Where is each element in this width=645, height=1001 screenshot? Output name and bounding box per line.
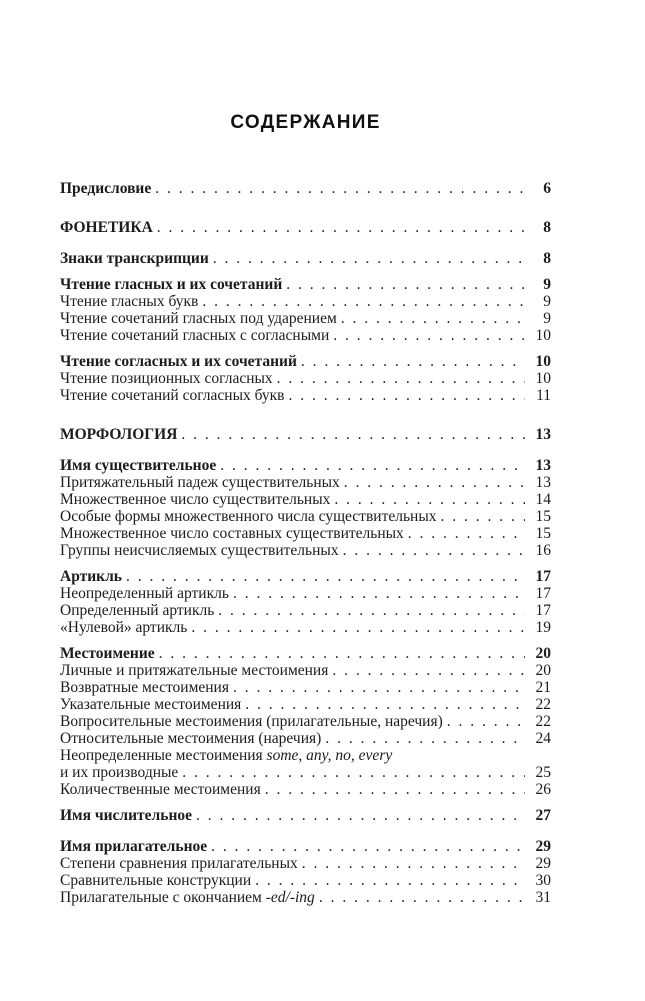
toc-entry-label — [60, 645, 155, 662]
toc-entry-label — [60, 619, 187, 636]
toc-entry — [60, 353, 551, 370]
toc-label-segment: Сравнительные конструкции — [60, 872, 252, 889]
toc-entry — [60, 568, 551, 585]
dot-leader — [229, 585, 525, 602]
dot-leader — [298, 855, 525, 872]
dot-leader — [153, 219, 525, 236]
toc-label-segment: Местоимение — [60, 645, 155, 662]
toc-entry-label — [60, 508, 437, 525]
toc-label-segment: Множественное число существительных — [60, 491, 331, 508]
toc-entry — [60, 426, 551, 443]
toc-entry-page: 26 — [535, 781, 551, 798]
toc-entry-label — [60, 696, 241, 713]
toc-entry — [60, 310, 551, 327]
toc-entry-label — [60, 310, 337, 327]
toc-entry — [60, 855, 551, 872]
dot-leader — [330, 491, 525, 508]
dot-leader — [328, 662, 525, 679]
toc-label-segment: Чтение сочетаний гласных с согласными — [60, 327, 330, 344]
dot-leader — [282, 276, 525, 293]
toc-label-italic-segment: -ed/-ing — [265, 889, 315, 906]
toc-label-segment: Прилагательные с окончанием — [60, 889, 266, 906]
toc-entry-label — [60, 474, 340, 491]
toc-entry-page: 9 — [543, 293, 551, 310]
toc-entry-page: 20 — [535, 662, 551, 679]
toc-entry-page: 9 — [543, 276, 551, 293]
toc-label-segment: Чтение позиционных согласных — [60, 370, 273, 387]
dot-leader — [187, 619, 525, 636]
toc-entry-page: 21 — [535, 679, 551, 696]
toc-label-segment: «Нулевой» артикль — [60, 619, 188, 636]
toc-label-segment: Возвратные местоимения — [60, 679, 229, 696]
toc-entry-page: 29 — [535, 838, 551, 855]
toc-entry-page: 17 — [535, 568, 551, 585]
toc-label-segment: Притяжательный падеж существительных — [60, 474, 340, 491]
toc-label-segment: Имя существительное — [60, 457, 217, 474]
toc-entry-label — [60, 872, 251, 889]
toc-entry-label — [60, 838, 207, 855]
toc-entry-label — [60, 293, 198, 310]
toc-entry-label — [60, 679, 229, 696]
toc-entry — [60, 508, 551, 525]
dot-leader — [273, 370, 525, 387]
toc-entry-page: 17 — [535, 585, 551, 602]
dot-leader — [340, 474, 525, 491]
dot-leader — [251, 872, 525, 889]
toc-entry — [60, 457, 551, 474]
toc-label-segment: Количественные местоимения — [60, 781, 261, 798]
toc-entry-page: 13 — [535, 426, 551, 443]
toc-label-segment: Чтение гласных букв — [60, 293, 199, 310]
dot-leader — [443, 713, 525, 730]
toc-entry-page: 8 — [543, 219, 551, 236]
toc-entry-page: 14 — [535, 491, 551, 508]
toc-entry-page: 11 — [536, 387, 551, 404]
toc-label-segment: Чтение гласных и их сочетаний — [60, 276, 283, 293]
toc-entry-page: 9 — [543, 310, 551, 327]
toc-label-segment: Неопределенные местоимения — [60, 747, 267, 764]
toc-entry-label — [60, 250, 209, 267]
toc-entry-page: 22 — [535, 696, 551, 713]
toc-entry — [60, 542, 551, 559]
toc-label-segment: Предисловие — [60, 180, 152, 197]
toc-entry — [60, 276, 551, 293]
toc-label-segment: Имя числительное — [60, 807, 192, 824]
toc-entry-page: 24 — [535, 730, 551, 747]
toc-entry-label — [60, 585, 229, 602]
dot-leader — [216, 457, 525, 474]
toc-entry-page: 19 — [535, 619, 551, 636]
toc-label-segment: Вопросительные местоимения (прилагательные, наречия) — [60, 713, 443, 730]
toc-entry — [60, 662, 551, 679]
toc-entry-page: 16 — [535, 542, 551, 559]
toc-label-segment: и их производные — [60, 764, 179, 781]
toc-entry-page: 17 — [535, 602, 551, 619]
toc-entry-page: 20 — [535, 645, 551, 662]
toc-entry — [60, 387, 551, 404]
toc-entry-page: 13 — [535, 457, 551, 474]
toc-entry — [60, 602, 551, 619]
toc-label-segment: Чтение сочетаний согласных букв — [60, 387, 285, 404]
toc-entry — [60, 219, 551, 236]
toc-entry-label — [60, 491, 330, 508]
dot-leader — [178, 764, 525, 781]
toc-entry-page: 13 — [535, 474, 551, 491]
toc-label-segment: Чтение согласных и их сочетаний — [60, 353, 297, 370]
dot-leader — [207, 838, 525, 855]
dot-leader — [209, 250, 525, 267]
dot-leader — [297, 353, 525, 370]
table-of-contents — [60, 180, 551, 906]
toc-entry-label — [60, 542, 339, 559]
toc-entry — [60, 525, 551, 542]
dot-leader — [151, 180, 525, 197]
toc-label-segment: Определенный артикль — [60, 602, 215, 619]
dot-leader — [122, 568, 525, 585]
toc-entry — [60, 370, 551, 387]
toc-entry-label — [60, 855, 298, 872]
toc-entry — [60, 585, 551, 602]
toc-entry-page: 31 — [535, 889, 551, 906]
toc-label-segment: Относительные местоимения (наречия) — [60, 730, 322, 747]
dot-leader — [192, 807, 525, 824]
toc-entry-label — [60, 180, 151, 197]
toc-entry-label — [60, 568, 122, 585]
toc-entry-label — [60, 276, 282, 293]
toc-entry-label — [60, 602, 214, 619]
toc-entry — [60, 764, 551, 781]
toc-label-segment: Чтение сочетаний гласных под ударением — [60, 310, 337, 327]
toc-entry — [60, 293, 551, 310]
toc-label-segment: Особые формы множественного числа существительных — [60, 508, 437, 525]
dot-leader — [329, 327, 525, 344]
toc-entry-label — [60, 387, 285, 404]
toc-entry-label — [60, 889, 315, 906]
toc-entry-label — [60, 327, 329, 344]
toc-entry-label — [60, 662, 328, 679]
toc-label-segment: Имя прилагательное — [60, 838, 208, 855]
toc-entry — [60, 180, 551, 197]
toc-entry-page: 29 — [535, 855, 551, 872]
toc-entry-page: 6 — [543, 180, 551, 197]
toc-entry-label — [60, 457, 216, 474]
toc-entry — [60, 679, 551, 696]
toc-entry-label — [60, 353, 297, 370]
dot-leader — [285, 387, 525, 404]
toc-entry — [60, 713, 551, 730]
dot-leader — [155, 645, 525, 662]
dot-leader — [261, 781, 525, 798]
toc-entry-page: 8 — [543, 250, 551, 267]
toc-entry-label — [60, 807, 192, 824]
toc-entry-label — [60, 525, 404, 542]
toc-entry-label — [60, 219, 153, 236]
toc-entry-page: 22 — [535, 713, 551, 730]
toc-entry-label — [60, 426, 177, 443]
toc-entry-page: 25 — [535, 764, 551, 781]
dot-leader — [337, 310, 525, 327]
toc-entry — [60, 807, 551, 824]
toc-entry-page: 15 — [535, 508, 551, 525]
dot-leader — [214, 602, 525, 619]
toc-entry-page: 30 — [535, 872, 551, 889]
toc-label-segment: МОРФОЛОГИЯ — [60, 426, 178, 443]
toc-entry-label — [60, 764, 178, 781]
toc-entry — [60, 872, 551, 889]
contents-title: СОДЕРЖАНИЕ — [230, 112, 381, 133]
toc-entry — [60, 838, 551, 855]
toc-entry — [60, 781, 551, 798]
toc-entry — [60, 474, 551, 491]
toc-entry — [60, 696, 551, 713]
toc-label-segment: Артикль — [60, 568, 122, 585]
dot-leader — [177, 426, 525, 443]
toc-label-segment: ФОНЕТИКА — [60, 219, 153, 236]
toc-entry-label — [60, 370, 273, 387]
toc-label-segment: Степени сравнения прилагательных — [60, 855, 298, 872]
toc-entry — [60, 730, 551, 747]
toc-entry-page: 27 — [535, 807, 551, 824]
toc-entry — [60, 619, 551, 636]
toc-entry — [60, 889, 551, 906]
toc-entry-page: 10 — [535, 353, 551, 370]
toc-entry-label — [60, 730, 321, 747]
dot-leader — [198, 293, 525, 310]
toc-label-segment: Указательные местоимения — [60, 696, 242, 713]
dot-leader — [315, 889, 525, 906]
toc-entry — [60, 747, 551, 764]
toc-label-segment: Множественное число составных существительных — [60, 525, 404, 542]
toc-entry — [60, 645, 551, 662]
toc-entry-label — [60, 747, 392, 764]
dot-leader — [241, 696, 525, 713]
toc-label-segment: Группы неисчисляемых существительных — [60, 542, 339, 559]
toc-entry — [60, 491, 551, 508]
toc-entry-page: 10 — [535, 327, 551, 344]
dot-leader — [404, 525, 525, 542]
toc-label-segment: Знаки транскрипции — [60, 250, 209, 267]
toc-entry-page: 10 — [535, 370, 551, 387]
dot-leader — [437, 508, 526, 525]
dot-leader — [321, 730, 525, 747]
dot-leader — [229, 679, 525, 696]
toc-entry-label — [60, 713, 443, 730]
toc-entry — [60, 327, 551, 344]
toc-entry-label — [60, 781, 261, 798]
toc-entry — [60, 250, 551, 267]
toc-label-segment: Личные и притяжательные местоимения — [60, 662, 329, 679]
dot-leader — [339, 542, 525, 559]
toc-label-italic-segment: some, any, no, every — [266, 747, 393, 764]
toc-label-segment: Неопределенный артикль — [60, 585, 229, 602]
toc-entry-page: 15 — [535, 525, 551, 542]
